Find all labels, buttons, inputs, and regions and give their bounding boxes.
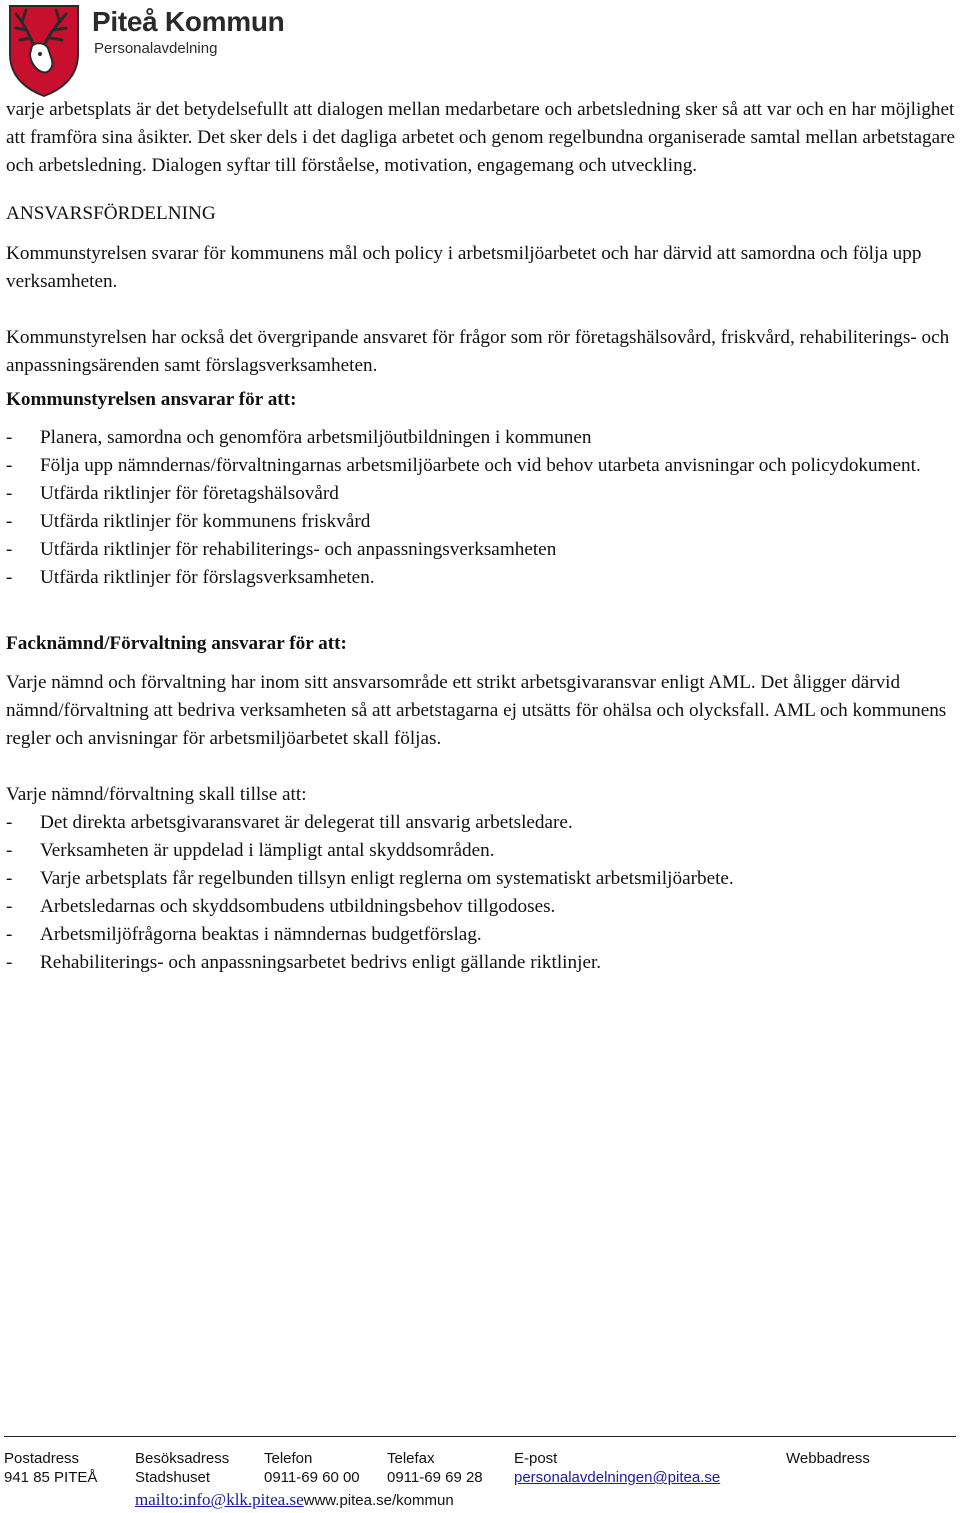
ks-paragraph-1: Kommunstyrelsen svarar för kommunens mål och policy i arbetsmiljöarbetet och har därvid att samordna och följa upp verksamheten. xyxy=(6,243,922,292)
section-heading: ANSVARSFÖRDELNING xyxy=(6,203,216,224)
footer-telefon-value: 0911-69 60 00 xyxy=(264,1469,360,1486)
footer-webbadress-label: Webbadress xyxy=(786,1450,870,1467)
footer-telefax-label: Telefax xyxy=(387,1450,435,1467)
footer-besoksadress-label: Besöksadress xyxy=(135,1450,230,1467)
intro-paragraph: varje arbetsplats är det betydelsefullt att dialogen mellan medarbetare och arbetsledning sker så att var och en har möjlighet att framföra sina åsikter. Det sker dels i det dagliga arbetet och genom regelbundna organiserade samtal mellan arbetstagare och arbetsledning. Dialogen syftar till förståelse, motivation, engagemang och utveckling. xyxy=(6,99,956,176)
list-item: - Verksamheten är uppdelad i lämpligt antal skyddsområden. xyxy=(6,837,956,865)
document-body xyxy=(6,96,956,977)
brand-subtitle: Personalavdelning xyxy=(94,40,218,57)
footer-epost-link[interactable]: personalavdelningen@pitea.se xyxy=(514,1469,721,1486)
footer-postadress-value: 941 85 PITEÅ xyxy=(4,1469,98,1486)
fn-paragraph: Varje nämnd och förvaltning har inom sitt ansvarsområde ett strikt arbetsgivaransvar enligt AML. Det åligger därvid nämnd/förvaltning att bedriva verksamheten så att arbetstagarna ej utsätts för ohälsa och olycksfall. AML och kommunens regler och anvisningar för arbetsmiljöarbetet skall följas. xyxy=(6,672,947,749)
list-item: - Utfärda riktlinjer för förslagsverksamheten. xyxy=(6,564,956,592)
ks-heading: Kommunstyrelsen ansvarar för att: xyxy=(6,389,297,410)
ks-paragraph-2: Kommunstyrelsen har också det övergripande ansvaret för frågor som rör företagshälsovård, friskvård, rehabiliterings- och anpassningsärenden samt förslagsverksamheten. xyxy=(6,327,950,376)
list-item: - Utfärda riktlinjer för kommunens friskvård xyxy=(6,508,956,536)
footer-besoksadress-value: Stadshuset xyxy=(135,1469,211,1486)
list-item: - Det direkta arbetsgivaransvaret är delegerat till ansvarig arbetsledare. xyxy=(6,809,956,837)
ks-list xyxy=(6,424,956,592)
brand-name: Piteå Kommun xyxy=(92,6,285,37)
list-item: - Utfärda riktlinjer för rehabiliterings- och anpassningsverksamheten xyxy=(6,536,956,564)
fn-lead: Varje nämnd/förvaltning skall tillse att: xyxy=(6,784,307,805)
list-item: - Planera, samordna och genomföra arbetsmiljöutbildningen i kommunen xyxy=(6,424,956,452)
list-item: - Utfärda riktlinjer för företagshälsovård xyxy=(6,480,956,508)
list-item: - Varje arbetsplats får regelbunden tillsyn enligt reglerna om systematiskt arbetsmiljöarbete. xyxy=(6,865,956,893)
fn-list xyxy=(6,809,956,977)
footer-divider xyxy=(4,1436,956,1437)
footer-telefax-value: 0911-69 69 28 xyxy=(387,1469,483,1486)
footer-web-value: www.pitea.se/kommun xyxy=(303,1492,454,1509)
header-logo xyxy=(4,2,304,100)
footer-telefon-label: Telefon xyxy=(264,1450,313,1467)
reindeer-coat-of-arms-icon xyxy=(4,2,84,98)
list-item: - Rehabiliterings- och anpassningsarbetet bedrivs enligt gällande riktlinjer. xyxy=(6,949,956,977)
list-item: - Arbetsmiljöfrågorna beaktas i nämndernas budgetförslag. xyxy=(6,921,956,949)
list-item: - Arbetsledarnas och skyddsombudens utbildningsbehov tillgodoses. xyxy=(6,893,956,921)
mailto-link[interactable]: mailto:info@klk.pitea.se xyxy=(135,1490,304,1509)
footer-postadress-label: Postadress xyxy=(4,1450,80,1467)
fn-heading: Facknämnd/Förvaltning ansvarar för att: xyxy=(6,633,347,654)
footer-epost-label: E-post xyxy=(514,1450,558,1467)
list-item: - Följa upp nämndernas/förvaltningarnas arbetsmiljöarbete och vid behov utarbeta anvisningar och policydokument. xyxy=(6,452,956,480)
